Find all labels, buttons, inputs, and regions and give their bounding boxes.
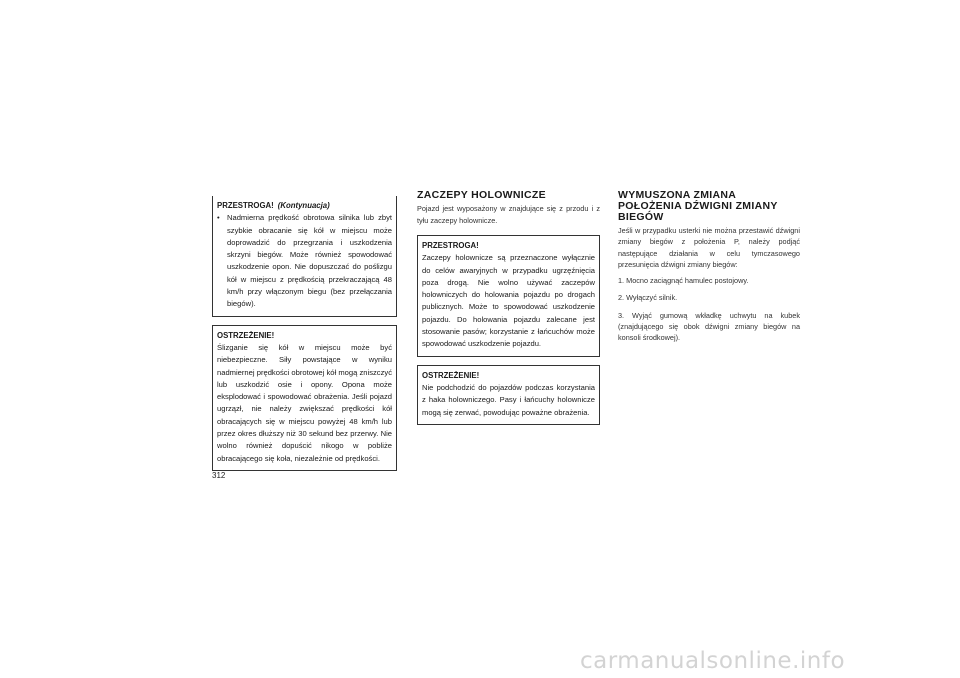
caution-text: Zaczepy holownicze są przeznaczone wyłącznie do celów awaryjnych w przypadku ugrzęźnięcia poza drogą. Nie wolno używać zaczepów holowniczych do holowania pojazdu po drogach publicznych. Może to spowodować uszkodzenie pojazdu. Do holowania pojazdu zalecane jest stosowanie pasów; korzystanie z łańcuchów może spowodować uszkodzenie pojazdu. [422, 253, 595, 349]
section-heading-tow-hooks: ZACZEPY HOLOWNICZE [417, 189, 546, 201]
warning-text: Nie podchodzić do pojazdów podczas korzystania z haka holowniczego. Pasy i łańcuchy holownicze mogą się zerwać, powodując poważne obrażenia. [422, 382, 595, 417]
continuation-label: (Kontynuacja) [277, 201, 330, 210]
watermark: carmanualsonline.info [580, 648, 846, 674]
caution-bullet-text: Nadmierna prędkość obrotowa silnika lub zbyt szybkie obracanie się kół w miejscu może doprowadzić do przegrzania i uszkodzenia skrzyni biegów. Może również spowodować uszkodzenie opon. Nie dopuszczać do poślizgu kół w miejscu z prędkością przekraczającą 48 km/h przy włączonym biegu (bez przełączania biegów). [227, 213, 392, 309]
caution-box-continued [212, 196, 397, 317]
column-middle [417, 190, 600, 425]
caution-bullet [217, 212, 392, 310]
tow-hooks-intro: Pojazd jest wyposażony w znajdujące się z przodu i z tyłu zaczepy holownicze. [417, 204, 600, 225]
page-number: 312 [212, 471, 226, 480]
bullet-dot: • [217, 213, 220, 223]
steps-list [618, 275, 800, 343]
section-heading-shift-override: WYMUSZONA ZMIANA POŁOŻENIA DŹWIGNI ZMIANY BIEGÓW [618, 189, 778, 223]
shift-override-intro: Jeśli w przypadku usterki nie można przestawić dźwigni zmiany biegów z położenia P, należy podjąć następujące działania w celu tymczasowego przesunięcia dźwigni zmiany biegów: [618, 226, 800, 269]
warning-title: OSTRZEŻENIE! [217, 330, 275, 340]
column-left [212, 196, 397, 471]
warning-text: Ślizganie się kół w miejscu może być niebezpieczne. Siły powstające w wyniku nadmiernej prędkości obrotowej kół mogą zniszczyć lub uszkodzić osie i opony. Opona może eksplodować i spowodować obrażenia. Jeśli pojazd ugrzązł, nie należy zwiększać prędkości kół obracających się w miejscu powyżej 48 km/h lub przez okres dłuższy niż 30 sekund bez przerwy. Nie wolno również dopuścić nikogo w pobliże obracającego się koła, niezależnie od prędkości. [217, 342, 392, 463]
step-item: 3. Wyjąć gumową wkładkę uchwytu na kubek (znajdującego się obok dźwigni zmiany biegów na konsoli środkowej). [618, 310, 800, 343]
warning-box-tow-hooks [417, 365, 600, 425]
caution-title: PRZESTROGA! [422, 241, 479, 250]
step-item: 2. Wyłączyć silnik. [618, 293, 678, 303]
caution-box-tow-hooks [417, 235, 600, 357]
column-right [618, 190, 800, 350]
step-item: 1. Mocno zaciągnąć hamulec postojowy. [618, 276, 749, 286]
caution-title: PRZESTROGA! (Kontynuacja) [217, 201, 330, 210]
warning-title: OSTRZEŻENIE! [422, 370, 480, 380]
warning-box-wheel-spin [212, 325, 397, 471]
